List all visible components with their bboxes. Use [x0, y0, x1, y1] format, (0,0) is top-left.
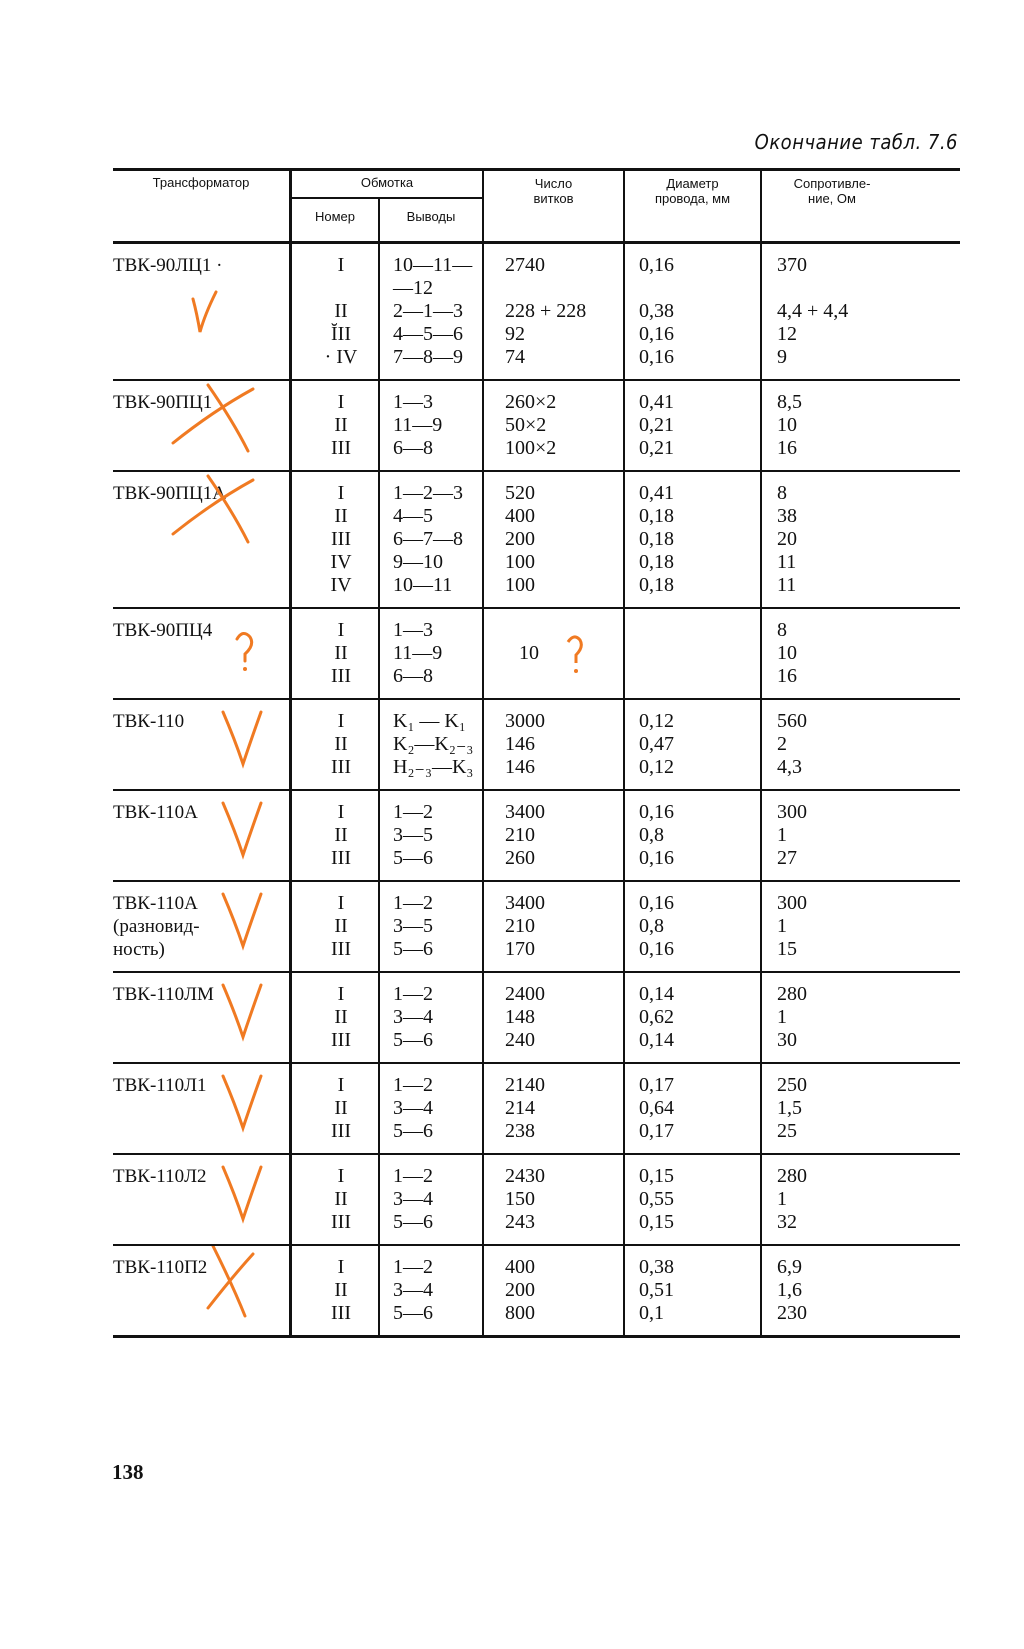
wire-diameter: 0,17 — [639, 1120, 674, 1142]
winding-leads: 9—10 — [393, 551, 443, 573]
winding-number: III — [331, 437, 351, 459]
wire-diameter-column — [631, 391, 771, 460]
turn-count-column — [491, 254, 641, 369]
turn-count: 74 — [505, 346, 525, 368]
resistance: 9 — [777, 346, 787, 368]
wire-diameter — [631, 277, 771, 300]
turn-count: 210 — [505, 915, 535, 937]
turn-count: 3000 — [505, 710, 545, 732]
wire-diameter: 0,12 — [639, 756, 674, 778]
resistance: 15 — [777, 938, 797, 960]
resistance: 10 — [777, 414, 797, 436]
turn-count: 100 — [505, 574, 535, 596]
winding-number: II — [334, 1279, 348, 1301]
winding-number: I — [337, 619, 345, 641]
winding-number-column — [291, 482, 391, 597]
winding-number-column — [291, 710, 391, 779]
winding-leads: 7—8—9 — [393, 346, 463, 368]
transformer-name — [113, 791, 283, 880]
transformer-name-line: ТВК-110ЛМ — [113, 984, 214, 1005]
wire-diameter: 0,16 — [639, 801, 674, 823]
resistance: 280 — [777, 1165, 807, 1187]
transformer-name — [113, 700, 283, 789]
winding-leads: 6—8 — [393, 665, 433, 687]
transformer-name — [113, 1155, 283, 1244]
winding-number: I — [337, 710, 345, 732]
winding-leads: 5—6 — [393, 1120, 433, 1142]
winding-number-column — [291, 1256, 391, 1325]
turn-count: 260×2 — [505, 391, 557, 413]
transformer-name — [113, 472, 283, 607]
turn-count: 240 — [505, 1029, 535, 1051]
winding-number: I — [337, 482, 345, 504]
resistance: 280 — [777, 983, 807, 1005]
transformer-name — [113, 609, 283, 698]
winding-leads: 3—5 — [393, 824, 433, 846]
winding-leads: 11—9 — [393, 642, 443, 664]
resistance: 27 — [777, 847, 797, 869]
turn-count-column — [491, 710, 641, 779]
transformer-name-line: ТВК-90ПЦ1А — [113, 483, 226, 504]
resistance: 16 — [777, 665, 797, 687]
winding-leads: 5—6 — [393, 847, 433, 869]
wire-diameter-column — [631, 801, 771, 870]
winding-number: II — [334, 915, 348, 937]
transformer-name-line: ТВК-110Л2 — [113, 1166, 207, 1187]
turn-count: 146 — [505, 733, 535, 755]
wire-diameter — [631, 665, 771, 688]
turn-count: 520 — [505, 482, 535, 504]
wire-diameter: 0,16 — [639, 323, 674, 345]
winding-number-column — [291, 619, 391, 688]
winding-number: III — [331, 1120, 351, 1142]
turn-count: 210 — [505, 824, 535, 846]
transformer-name — [113, 1246, 283, 1335]
turn-count: 2140 — [505, 1074, 545, 1096]
resistance: 6,9 — [777, 1256, 802, 1278]
turn-count-column — [491, 1256, 641, 1325]
wire-diameter: 0,21 — [639, 437, 674, 459]
winding-leads: 2—1—3 — [393, 300, 463, 322]
winding-number: III — [331, 528, 351, 550]
header-turns — [484, 171, 623, 241]
table-body — [113, 244, 960, 1335]
winding-number: IV — [330, 551, 352, 573]
wire-diameter: 0,51 — [639, 1279, 674, 1301]
turn-count-column — [491, 391, 641, 460]
winding-number: I — [337, 254, 345, 276]
resistance-column — [765, 482, 955, 597]
winding-leads: 1—2—3 — [393, 482, 463, 504]
wire-diameter-column — [631, 983, 771, 1052]
winding-number: I — [337, 892, 345, 914]
header-subdivider — [292, 197, 482, 199]
winding-number: ĬII — [331, 323, 351, 345]
header-resistance-line2: ние, Ом — [808, 191, 856, 206]
resistance: 250 — [777, 1074, 807, 1096]
winding-number: II — [334, 1188, 348, 1210]
winding-number: III — [331, 847, 351, 869]
turn-count: 92 — [505, 323, 525, 345]
winding-number-column — [291, 801, 391, 870]
wire-diameter-column — [631, 1165, 771, 1234]
resistance: 230 — [777, 1302, 807, 1324]
resistance: 1 — [777, 824, 787, 846]
turn-count: 400 — [505, 505, 535, 527]
wire-diameter-column — [631, 254, 771, 369]
winding-number — [291, 277, 391, 300]
turn-count: 214 — [505, 1097, 535, 1119]
wire-diameter: 0,38 — [639, 300, 674, 322]
winding-leads-column — [385, 1165, 505, 1234]
wire-diameter: 0,1 — [639, 1302, 664, 1324]
transformer-name-line: ность) — [113, 939, 165, 960]
resistance: 300 — [777, 892, 807, 914]
winding-leads: H₂₋₃—K₃ — [393, 756, 474, 778]
turn-count — [491, 665, 641, 688]
winding-leads: 1—2 — [393, 983, 433, 1005]
transformer-name — [113, 973, 283, 1062]
resistance-column — [765, 1256, 955, 1325]
resistance-column — [765, 983, 955, 1052]
turn-count-column — [491, 482, 641, 597]
winding-number: II — [334, 1097, 348, 1119]
wire-diameter: 0,55 — [639, 1188, 674, 1210]
turn-count-column — [491, 1074, 641, 1143]
resistance: 38 — [777, 505, 797, 527]
winding-leads: K₁ — K₁ — [393, 710, 466, 732]
winding-leads-column — [385, 391, 505, 460]
wire-diameter-column — [631, 1256, 771, 1325]
transformer-name — [113, 244, 283, 379]
winding-leads: —12 — [393, 277, 433, 299]
turn-count: 2400 — [505, 983, 545, 1005]
winding-leads: 3—4 — [393, 1006, 433, 1028]
page-number: 138 — [112, 1460, 144, 1484]
transformer-group — [113, 882, 960, 973]
winding-number: I — [337, 801, 345, 823]
resistance-column — [765, 391, 955, 460]
transformer-name-line: ТВК-110А — [113, 893, 198, 914]
turn-count: 800 — [505, 1302, 535, 1324]
winding-leads: 6—7—8 — [393, 528, 463, 550]
transformer-name-line: ТВК-110 — [113, 711, 185, 732]
transformer-group — [113, 1246, 960, 1335]
wire-diameter: 0,16 — [639, 346, 674, 368]
winding-number: II — [334, 414, 348, 436]
turn-count-column — [491, 801, 641, 870]
resistance: 8 — [777, 482, 787, 504]
wire-diameter: 0,18 — [639, 551, 674, 573]
winding-number: III — [331, 1302, 351, 1324]
wire-diameter: 0,62 — [639, 1006, 674, 1028]
winding-leads: 1—2 — [393, 801, 433, 823]
header-turns-line1: Число — [534, 176, 573, 191]
winding-leads: 3—4 — [393, 1279, 433, 1301]
resistance-column — [765, 619, 955, 688]
resistance: 11 — [777, 551, 797, 573]
wire-diameter: 0,12 — [639, 710, 674, 732]
winding-leads: 3—4 — [393, 1097, 433, 1119]
wire-diameter: 0,16 — [639, 254, 674, 276]
winding-leads: 3—4 — [393, 1188, 433, 1210]
wire-diameter: 0,8 — [639, 915, 664, 937]
winding-leads: 1—2 — [393, 1165, 433, 1187]
resistance: 12 — [777, 323, 797, 345]
winding-leads-column — [385, 983, 505, 1052]
winding-leads: 11—9 — [393, 414, 443, 436]
transformer-group — [113, 609, 960, 700]
resistance: 1 — [777, 915, 787, 937]
resistance: 11 — [777, 574, 797, 596]
winding-leads-column — [385, 710, 505, 779]
transformer-group — [113, 700, 960, 791]
turn-count: 100×2 — [505, 437, 557, 459]
wire-diameter-column — [631, 892, 771, 961]
turn-count: 3400 — [505, 892, 545, 914]
turn-count: 100 — [505, 551, 535, 573]
transformer-name — [113, 1064, 283, 1153]
winding-number: I — [337, 391, 345, 413]
winding-leads-column — [385, 254, 505, 369]
header-number: Номер — [314, 209, 355, 224]
winding-leads: 5—6 — [393, 1302, 433, 1324]
resistance: 1,6 — [777, 1279, 802, 1301]
winding-leads: 1—2 — [393, 1256, 433, 1278]
turn-count: 400 — [505, 1256, 535, 1278]
turn-count: 10 — [519, 642, 539, 664]
resistance: 8,5 — [777, 391, 802, 413]
wire-diameter-column — [631, 619, 771, 688]
resistance: 1 — [777, 1188, 787, 1210]
transformer-group — [113, 1064, 960, 1155]
header-diameter-line2: провода, мм — [654, 191, 731, 206]
wire-diameter: 0,14 — [639, 1029, 674, 1051]
winding-leads: 3—5 — [393, 915, 433, 937]
winding-number: · IV — [324, 346, 358, 368]
resistance: 1 — [777, 1006, 787, 1028]
wire-diameter: 0,15 — [639, 1165, 674, 1187]
transformer-name-line: ТВК-90ПЦ1 — [113, 392, 213, 413]
resistance: 8 — [777, 619, 787, 641]
winding-number: III — [331, 756, 351, 778]
resistance: 370 — [777, 254, 807, 276]
winding-leads: 5—6 — [393, 938, 433, 960]
turn-count-column — [491, 892, 641, 961]
transformer-group — [113, 472, 960, 609]
winding-number: III — [331, 1211, 351, 1233]
winding-number-column — [291, 1165, 391, 1234]
winding-number: I — [337, 1074, 345, 1096]
header-winding: Обмотка — [360, 175, 414, 190]
winding-leads-column — [385, 892, 505, 961]
winding-number-column — [291, 254, 391, 369]
winding-leads: 5—6 — [393, 1211, 433, 1233]
turn-count: 50×2 — [505, 414, 547, 436]
resistance: 16 — [777, 437, 797, 459]
winding-leads: 1—2 — [393, 1074, 433, 1096]
winding-leads: 1—2 — [393, 892, 433, 914]
transformer-name — [113, 882, 283, 971]
transformer-name-line: (разновид- — [113, 916, 200, 937]
winding-leads-column — [385, 1256, 505, 1325]
wire-diameter: 0,14 — [639, 983, 674, 1005]
turn-count: 200 — [505, 1279, 535, 1301]
winding-number: I — [337, 1165, 345, 1187]
turn-count: 3400 — [505, 801, 545, 823]
resistance: 560 — [777, 710, 807, 732]
header-leads: Выводы — [406, 209, 456, 224]
resistance-column — [765, 710, 955, 779]
winding-number: II — [334, 642, 348, 664]
turn-count: 146 — [505, 756, 535, 778]
wire-diameter — [631, 619, 771, 642]
resistance: 4,3 — [777, 756, 802, 778]
transformer-table — [113, 168, 960, 1338]
resistance: 10 — [777, 642, 797, 664]
transformer-name-line: ТВК-110А — [113, 802, 198, 823]
wire-diameter — [631, 642, 771, 665]
winding-number: IV — [330, 574, 352, 596]
wire-diameter: 0,15 — [639, 1211, 674, 1233]
turn-count-column — [491, 1165, 641, 1234]
transformer-name — [113, 381, 283, 470]
wire-diameter: 0,16 — [639, 938, 674, 960]
header-diameter — [625, 171, 760, 241]
winding-number: II — [334, 824, 348, 846]
table-header — [113, 171, 960, 244]
winding-number-column — [291, 983, 391, 1052]
turn-count: 260 — [505, 847, 535, 869]
winding-leads-column — [385, 619, 505, 688]
wire-diameter: 0,18 — [639, 505, 674, 527]
resistance: 25 — [777, 1120, 797, 1142]
wire-diameter-column — [631, 482, 771, 597]
turn-count — [491, 619, 641, 642]
winding-number-column — [291, 1074, 391, 1143]
turn-count-column — [491, 619, 641, 688]
winding-number: II — [334, 505, 348, 527]
resistance: 300 — [777, 801, 807, 823]
header-transformer: Трансформатор — [152, 175, 250, 190]
resistance: 30 — [777, 1029, 797, 1051]
resistance: 32 — [777, 1211, 797, 1233]
turn-count: 150 — [505, 1188, 535, 1210]
winding-number: II — [334, 300, 348, 322]
transformer-group — [113, 244, 960, 381]
wire-diameter: 0,47 — [639, 733, 674, 755]
resistance: 20 — [777, 528, 797, 550]
winding-number: II — [334, 733, 348, 755]
wire-diameter: 0,38 — [639, 1256, 674, 1278]
winding-leads: 10—11— — [393, 254, 473, 276]
resistance-column — [765, 1074, 955, 1143]
resistance: 1,5 — [777, 1097, 802, 1119]
winding-number: I — [337, 983, 345, 1005]
resistance: 4,4 + 4,4 — [777, 300, 849, 322]
wire-diameter: 0,41 — [639, 482, 674, 504]
winding-leads: 4—5 — [393, 505, 433, 527]
turn-count: 238 — [505, 1120, 535, 1142]
wire-diameter: 0,16 — [639, 892, 674, 914]
turn-count: 2740 — [505, 254, 545, 276]
wire-diameter: 0,18 — [639, 574, 674, 596]
turn-count: 148 — [505, 1006, 535, 1028]
winding-leads: 4—5—6 — [393, 323, 463, 345]
transformer-group — [113, 1155, 960, 1246]
winding-number: III — [331, 665, 351, 687]
resistance: 2 — [777, 733, 787, 755]
wire-diameter: 0,8 — [639, 824, 664, 846]
wire-diameter: 0,18 — [639, 528, 674, 550]
transformer-group — [113, 973, 960, 1064]
winding-leads: 10—11 — [393, 574, 453, 596]
winding-number: I — [337, 1256, 345, 1278]
winding-number: III — [331, 1029, 351, 1051]
winding-leads: 6—8 — [393, 437, 433, 459]
winding-number: III — [331, 938, 351, 960]
turn-count: 200 — [505, 528, 535, 550]
wire-diameter-column — [631, 1074, 771, 1143]
winding-leads-column — [385, 801, 505, 870]
wire-diameter: 0,17 — [639, 1074, 674, 1096]
turn-count: 2430 — [505, 1165, 545, 1187]
resistance — [765, 277, 955, 300]
winding-number-column — [291, 391, 391, 460]
wire-diameter: 0,41 — [639, 391, 674, 413]
transformer-name-line: ТВК-110Л1 — [113, 1075, 207, 1096]
winding-leads-column — [385, 1074, 505, 1143]
header-turns-line2: витков — [533, 191, 574, 206]
winding-leads-column — [385, 482, 505, 597]
header-resistance-line1: Сопротивле- — [793, 176, 871, 191]
header-diameter-line1: Диаметр — [666, 176, 719, 191]
turn-count: 243 — [505, 1211, 535, 1233]
turn-count-column — [491, 983, 641, 1052]
winding-number-column — [291, 892, 391, 961]
wire-diameter-column — [631, 710, 771, 779]
winding-leads: 1—3 — [393, 619, 433, 641]
resistance-column — [765, 1165, 955, 1234]
resistance-column — [765, 892, 955, 961]
winding-leads: K₂—K₂₋₃ — [393, 733, 474, 755]
wire-diameter: 0,64 — [639, 1097, 674, 1119]
resistance-column — [765, 801, 955, 870]
turn-count — [491, 277, 641, 300]
wire-diameter: 0,16 — [639, 847, 674, 869]
winding-number: II — [334, 1006, 348, 1028]
wire-diameter: 0,21 — [639, 414, 674, 436]
transformer-group — [113, 381, 960, 472]
turn-count: 228 + 228 — [505, 300, 587, 322]
transformer-name-line: ТВК-110П2 — [113, 1257, 208, 1278]
resistance-column — [765, 254, 955, 369]
turn-count: 170 — [505, 938, 535, 960]
winding-leads: 1—3 — [393, 391, 433, 413]
table-caption: Окончание табл. 7.6 — [754, 130, 958, 154]
header-resistance — [762, 171, 902, 241]
transformer-name-line: ТВК-90ПЦ4 — [113, 620, 213, 641]
winding-leads: 5—6 — [393, 1029, 433, 1051]
transformer-name-line: ТВК-90ЛЦ1 · — [113, 255, 223, 276]
transformer-group — [113, 791, 960, 882]
